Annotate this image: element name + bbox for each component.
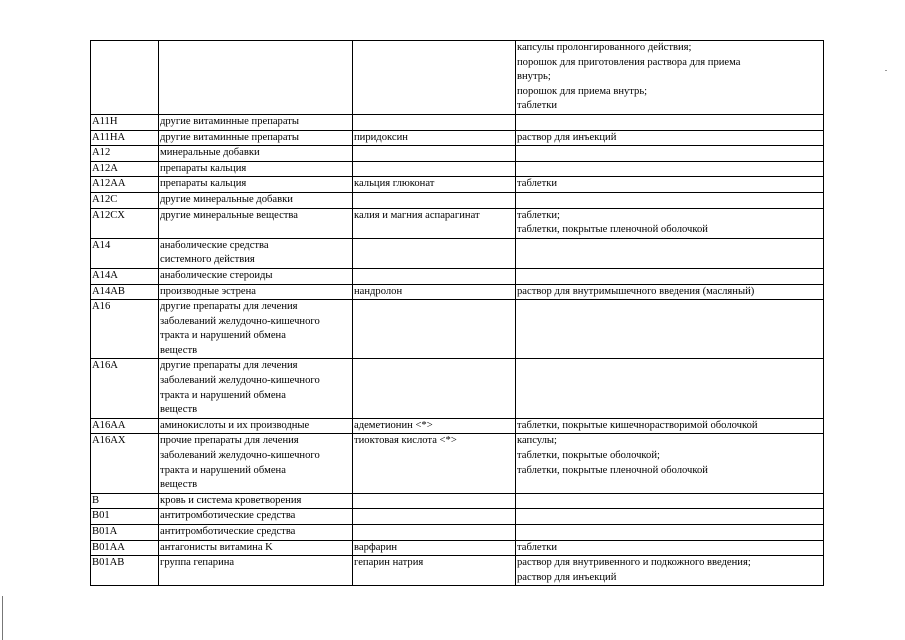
dosage-form-cell <box>516 525 824 541</box>
inn-cell <box>353 493 516 509</box>
atc-code-cell: A12AA <box>91 177 159 193</box>
group-text-line: другие препараты для лечения <box>160 360 298 372</box>
dosage-form-line: капсулы пролонгированного действия; <box>517 42 692 53</box>
inn-cell <box>353 359 516 418</box>
dosage-form-line: раствор для инъекций <box>517 131 617 143</box>
table-row <box>91 146 824 162</box>
anatomical-group-cell <box>159 434 353 493</box>
inn-cell <box>353 300 516 359</box>
scan-speck <box>885 70 887 71</box>
table-row <box>91 177 824 193</box>
anatomical-group-cell: минеральные добавки <box>159 146 353 162</box>
group-text-line: веществ <box>160 344 198 356</box>
table-row <box>91 556 824 586</box>
dosage-form-line: раствор для внутримышечного введения (масляный) <box>517 285 755 297</box>
atc-code-cell: B <box>91 493 159 509</box>
group-text-line: системного действия <box>160 254 255 266</box>
atc-code-cell: A12C <box>91 192 159 208</box>
anatomical-group-cell: кровь и система кроветворения <box>159 493 353 509</box>
dosage-form-cell <box>516 493 824 509</box>
dosage-form-line: внутрь; <box>517 71 551 83</box>
atc-code-cell: A16 <box>91 300 159 359</box>
inn-cell: варфарин <box>353 540 516 556</box>
table-row <box>91 525 824 541</box>
dosage-form-cell <box>516 359 824 418</box>
dosage-form-cell <box>516 208 824 238</box>
dosage-form-line: таблетки; <box>517 209 560 221</box>
dosage-form-cell <box>516 284 824 300</box>
inn-cell <box>353 525 516 541</box>
inn-cell: гепарин натрия <box>353 556 516 586</box>
table-row <box>91 509 824 525</box>
atc-code-cell <box>91 41 159 115</box>
dosage-form-cell <box>516 556 824 586</box>
inn-cell: калия и магния аспарагинат <box>353 208 516 238</box>
atc-code-cell: A16A <box>91 359 159 418</box>
atc-code-cell: B01 <box>91 509 159 525</box>
table-row <box>91 130 824 146</box>
inn-cell: кальция глюконат <box>353 177 516 193</box>
group-text-line: другие препараты для лечения <box>160 301 298 313</box>
inn-cell: тиоктовая кислота <*> <box>353 434 516 493</box>
table-row <box>91 540 824 556</box>
anatomical-group-cell: препараты кальция <box>159 161 353 177</box>
inn-cell <box>353 161 516 177</box>
inn-cell <box>353 509 516 525</box>
atc-code-cell: A16AA <box>91 418 159 434</box>
anatomical-group-cell: анаболические стероиды <box>159 268 353 284</box>
dosage-form-line: капсулы; <box>517 435 557 447</box>
dosage-form-cell <box>516 177 824 193</box>
anatomical-group-cell: препараты кальция <box>159 177 353 193</box>
inn-cell: пиридоксин <box>353 130 516 146</box>
group-text-line: заболеваний желудочно-кишечного <box>160 375 320 387</box>
dosage-form-line: таблетки <box>517 178 558 190</box>
atc-code-cell: A12A <box>91 161 159 177</box>
inn-cell: нандролон <box>353 284 516 300</box>
scan-edge-mark <box>2 596 3 640</box>
dosage-form-cell <box>516 130 824 146</box>
atc-code-cell: B01AB <box>91 556 159 586</box>
inn-cell <box>353 238 516 268</box>
anatomical-group-cell: другие витаминные препараты <box>159 130 353 146</box>
anatomical-group-cell: другие минеральные добавки <box>159 192 353 208</box>
inn-cell <box>353 192 516 208</box>
group-text-line: веществ <box>160 479 198 491</box>
dosage-form-cell <box>516 192 824 208</box>
dosage-form-cell <box>516 300 824 359</box>
dosage-form-cell <box>516 238 824 268</box>
table-row <box>91 208 824 238</box>
atc-code-cell: B01A <box>91 525 159 541</box>
dosage-form-cell <box>516 146 824 162</box>
dosage-form-cell <box>516 161 824 177</box>
inn-cell <box>353 146 516 162</box>
table-row <box>91 41 824 115</box>
anatomical-group-cell: антитромботические средства <box>159 525 353 541</box>
anatomical-group-cell <box>159 359 353 418</box>
table-row <box>91 268 824 284</box>
group-text-line: тракта и нарушений обмена <box>160 464 286 476</box>
anatomical-group-cell: производные эстрена <box>159 284 353 300</box>
group-text-line: тракта и нарушений обмена <box>160 330 286 342</box>
atc-code-cell: A14 <box>91 238 159 268</box>
dosage-form-line: раствор для внутривенного и подкожного введения; <box>517 557 751 569</box>
anatomical-group-cell: аминокислоты и их производные <box>159 418 353 434</box>
dosage-form-cell <box>516 434 824 493</box>
table-row <box>91 359 824 418</box>
atc-code-cell: A11HA <box>91 130 159 146</box>
dosage-form-line: таблетки, покрытые оболочкой; <box>517 450 660 462</box>
dosage-form-cell <box>516 540 824 556</box>
drug-table <box>90 40 824 586</box>
atc-code-cell: A14A <box>91 268 159 284</box>
group-text-line: веществ <box>160 404 198 416</box>
anatomical-group-cell: другие минеральные вещества <box>159 208 353 238</box>
dosage-form-line: таблетки, покрытые кишечнорастворимой оболочкой <box>517 419 758 431</box>
dosage-form-cell <box>516 418 824 434</box>
drug-table-body <box>91 41 824 586</box>
dosage-form-line: таблетки <box>517 100 558 112</box>
dosage-form-line: таблетки, покрытые пленочной оболочкой <box>517 464 708 476</box>
anatomical-group-cell: антагонисты витамина K <box>159 540 353 556</box>
anatomical-group-cell: другие витаминные препараты <box>159 114 353 130</box>
table-row <box>91 418 824 434</box>
anatomical-group-cell <box>159 41 353 115</box>
inn-cell <box>353 114 516 130</box>
table-row <box>91 300 824 359</box>
anatomical-group-cell <box>159 300 353 359</box>
dosage-form-cell <box>516 114 824 130</box>
group-text-line: анаболические средства <box>160 239 269 251</box>
group-text-line: заболеваний желудочно-кишечного <box>160 450 320 462</box>
anatomical-group-cell: антитромботические средства <box>159 509 353 525</box>
anatomical-group-cell <box>159 238 353 268</box>
table-row <box>91 238 824 268</box>
anatomical-group-cell: группа гепарина <box>159 556 353 586</box>
dosage-form-cell <box>516 41 824 115</box>
table-row <box>91 284 824 300</box>
dosage-form-line: порошок для приготовления раствора для приема <box>517 56 741 68</box>
atc-code-cell: A12CX <box>91 208 159 238</box>
dosage-form-line: порошок для приема внутрь; <box>517 85 648 97</box>
table-row <box>91 192 824 208</box>
atc-code-cell: A14AB <box>91 284 159 300</box>
dosage-form-line: раствор для инъекций <box>517 571 617 583</box>
inn-cell: адеметионин <*> <box>353 418 516 434</box>
group-text-line: тракта и нарушений обмена <box>160 389 286 401</box>
table-row <box>91 114 824 130</box>
group-text-line: прочие препараты для лечения <box>160 435 299 447</box>
atc-code-cell: A11H <box>91 114 159 130</box>
inn-cell <box>353 41 516 115</box>
group-text-line: заболеваний желудочно-кишечного <box>160 315 320 327</box>
dosage-form-cell <box>516 509 824 525</box>
atc-code-cell: A12 <box>91 146 159 162</box>
table-row <box>91 161 824 177</box>
table-row <box>91 434 824 493</box>
table-row <box>91 493 824 509</box>
dosage-form-line: таблетки, покрытые пленочной оболочкой <box>517 224 708 236</box>
dosage-form-line: таблетки <box>517 541 558 553</box>
atc-code-cell: A16AX <box>91 434 159 493</box>
atc-code-cell: B01AA <box>91 540 159 556</box>
dosage-form-cell <box>516 268 824 284</box>
inn-cell <box>353 268 516 284</box>
